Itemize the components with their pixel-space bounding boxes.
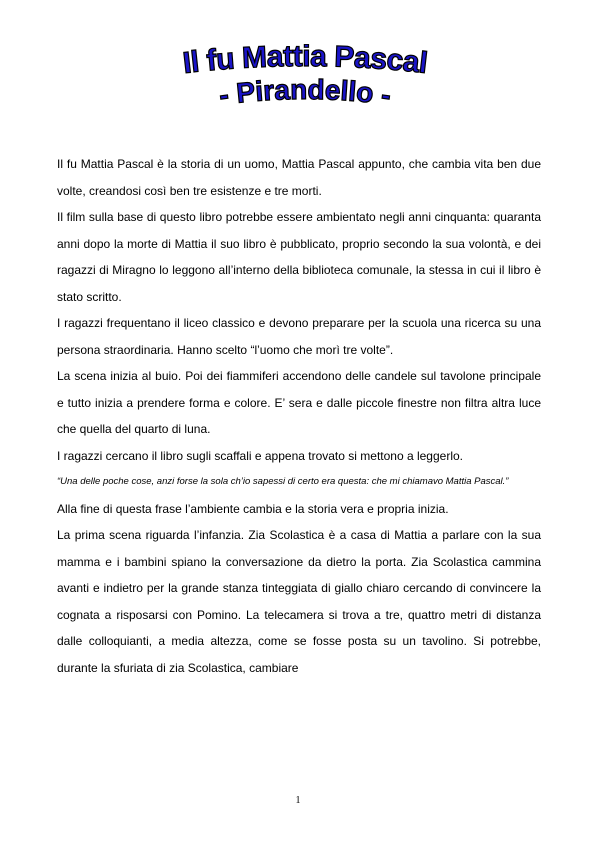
title-line-1: Il fu Mattia Pascal [181,44,429,81]
title-line-2: - Pirandello - [217,73,393,111]
paragraph: I ragazzi cercano il libro sugli scaffali e appena trovato si mettono a leggerlo. [57,448,464,463]
body-text [57,151,541,681]
wordart-title [120,44,490,124]
page-number: 1 [295,795,301,806]
paragraph: La scena inizia al buio. Poi dei fiammiferi accendono delle candele sul tavolone principale e tutto inizia a prendere forma e colore. E’ sera e dalle piccole finestre non filtra altra luce che quella del quarto di luna. [57,369,541,436]
quote-paragraph: “Una delle poche cose, anzi forse la sola ch’io sapessi di certo era questa: che mi chiamavo Mattia Pascal.” [57,476,509,487]
paragraph: La prima scena riguarda l’infanzia. Zia Scolastica è a casa di Mattia a parlare con la sua mamma e i bambini spiano la conversazione da dietro la porta. Zia Scolastica cammina avanti e indietro per la grande stanza tinteggiata di giallo chiaro cercando di convincere la cognata a risposarsi con Pomino. La telecamera si trova a tre, quattro metri di distanza dalle colloquianti, a media altezza, come se fosse posta su un tavolino. Si potrebbe, durante la sfuriata di zia Scolastica, cambiare [57,528,541,675]
paragraph: Il film sulla base di questo libro potrebbe essere ambientato negli anni cinquanta: quaranta anni dopo la morte di Mattia il suo libro è pubblicato, proprio secondo la sua volontà, e dei ragazzi di Miragno lo leggono all’interno della biblioteca comunale, la stessa in cui il libro è stato scritto. [57,210,541,304]
paragraph: Il fu Mattia Pascal è la storia di un uomo, Mattia Pascal appunto, che cambia vita ben due volte, creandosi così ben tre esistenze e tre morti. [57,157,541,198]
paragraph: I ragazzi frequentano il liceo classico e devono preparare per la scuola una ricerca su una persona straordinaria. Hanno scelto “l’uomo che morì tre volte”. [57,316,541,357]
paragraph: Alla fine di questa frase l’ambiente cambia e la storia vera e propria inizia. [57,501,449,516]
